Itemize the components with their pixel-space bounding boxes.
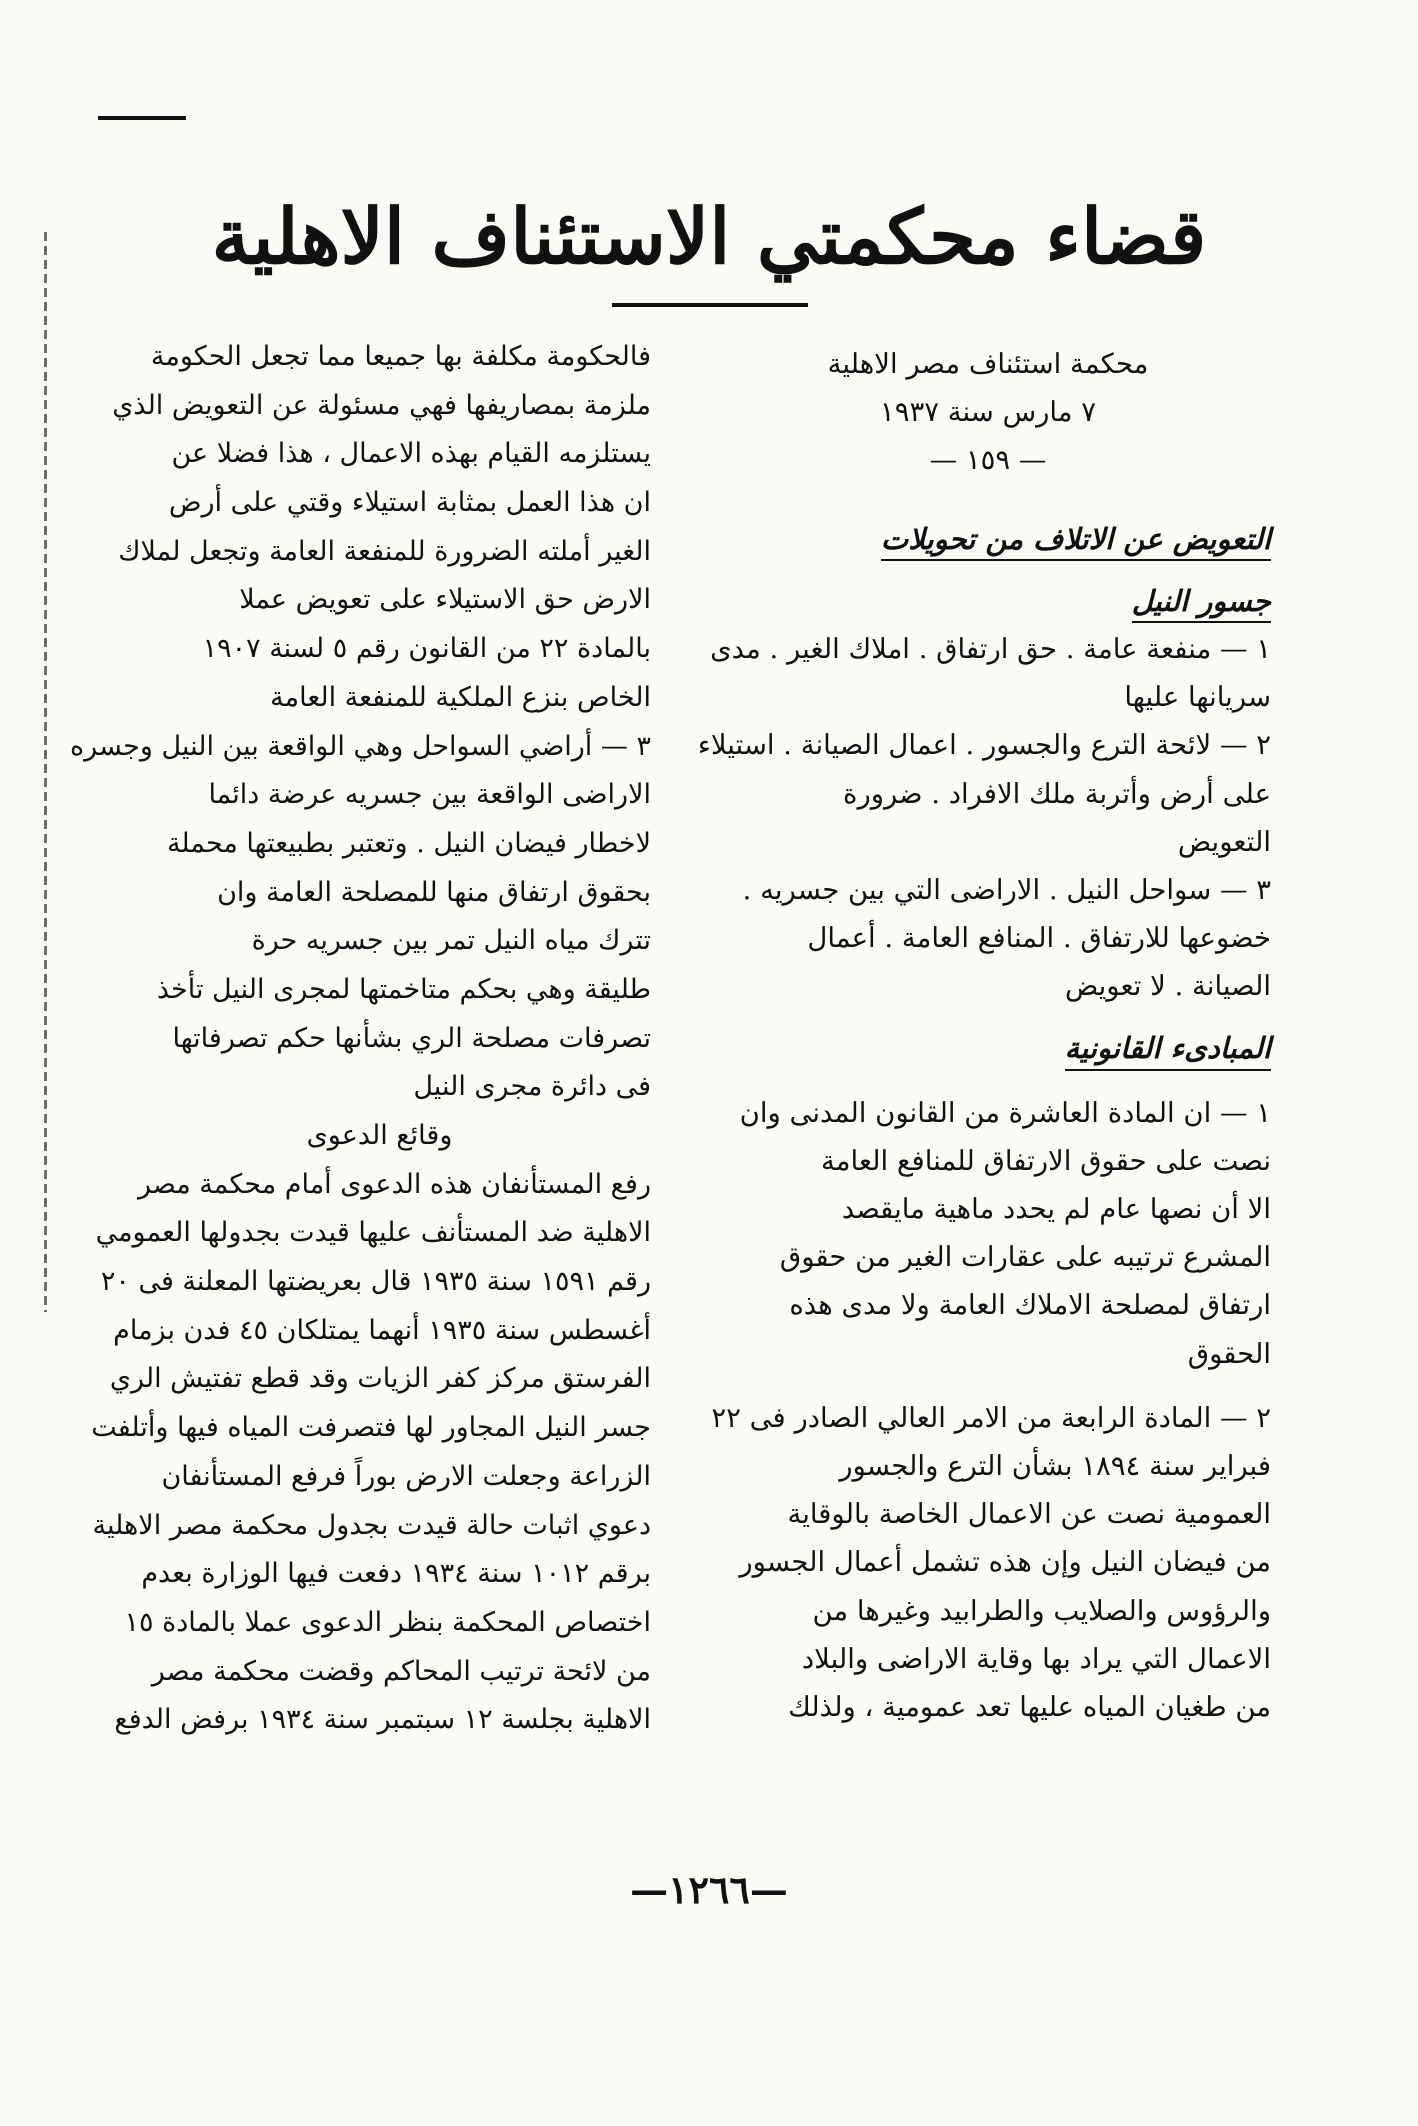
principle-line: والرؤوس والصلايب والطرابيد وغيرها من — [812, 1594, 1271, 1627]
body-line: من لائحة ترتيب المحاكم وقضت محكمة مصر — [151, 1655, 651, 1687]
body-line: أغسطس سنة ١٩٣٥ أنهما يمتلكان ٤٥ فدن بزمام — [113, 1314, 651, 1346]
body-line: ملزمة بمصاريفها فهي مسئولة عن التعويض الذي — [112, 389, 651, 421]
body-line: رفع المستأنفان هذه الدعوى أمام محكمة مصر — [137, 1168, 651, 1200]
principle-line: الاعمال التي يراد بها وقاية الاراضى والبلاد — [801, 1642, 1271, 1675]
principles-heading — [705, 1024, 1271, 1072]
principle-line: العمومية نصت عن الاعمال الخاصة بالوقاية — [787, 1498, 1271, 1531]
body-line: الارض حق الاستيلاء على تعويض عملا — [239, 584, 651, 616]
left-column — [70, 333, 651, 1745]
principle-line: ارتفاق لمصلحة الاملاك العامة ولا مدى هذه — [789, 1289, 1271, 1322]
body-line: لاخطار فيضان النيل . وتعتبر بطبيعتها محملة — [166, 827, 651, 859]
principle-line: الا أن نصها عام لم يحدد ماهية مايقصد — [841, 1193, 1271, 1225]
summary-line: ٣ — سواحل النيل . الاراضى التي بين جسريه . — [742, 873, 1271, 906]
principle-line: فبراير سنة ١٨٩٤ بشأن الترع والجسور — [839, 1449, 1271, 1482]
body-line: رقم ١٥٩١ سنة ١٩٣٥ قال بعريضتها المعلنة فى ٢٠ — [100, 1266, 651, 1298]
court-name: محكمة استئناف مصر الاهلية — [827, 348, 1149, 380]
body-line: بالمادة ٢٢ من القانون رقم ٥ لسنة ١٩٠٧ — [202, 633, 651, 665]
title-underline — [612, 303, 808, 307]
summary-line: الصيانة . لا تعويض — [1064, 970, 1271, 1003]
summary-line: ٢ — لائحة الترع والجسور . اعمال الصيانة . استيلاء — [697, 729, 1271, 762]
body-line: الاهلية بجلسة ١٢ سبتمبر سنة ١٩٣٤ برفض الدفع — [114, 1704, 651, 1736]
principle-line: من طغيان المياه عليها تعد عمومية ، ولذلك — [788, 1690, 1271, 1723]
summary-line: خضوعها للارتفاق . المنافع العامة . أعمال — [807, 922, 1271, 955]
body-line: برقم ١٠١٢ سنة ١٩٣٤ دفعت فيها الوزارة بعدم — [141, 1558, 651, 1590]
principle-line: نصت على حقوق الارتفاق للمنافع العامة — [821, 1144, 1271, 1177]
subject-heading — [705, 515, 1271, 563]
scan-edge-mark — [44, 232, 47, 1312]
summary-line: ١ — منفعة عامة . حق ارتفاق . املاك الغير . مدى — [710, 632, 1271, 665]
principle-line: من فيضان النيل وإن هذه تشمل أعمال الجسور — [739, 1546, 1271, 1579]
body-line: الغير أملته الضرورة للمنفعة العامة وتجعل لملاك — [118, 535, 651, 567]
summary-line: التعويض — [1177, 825, 1271, 858]
subject-subheading — [705, 577, 1271, 625]
subject-subheading-text: جسور النيل — [1132, 582, 1271, 623]
principle-line: ١ — ان المادة العاشرة من القانون المدنى وان — [739, 1096, 1271, 1129]
body-line: الزراعة وجعلت الارض بوراً فرفع المستأنفان — [161, 1460, 651, 1492]
principles-block — [705, 1089, 1271, 1731]
body-line: الاراضى الواقعة بين جسريه عرضة دائما — [208, 779, 651, 811]
body-line: اختصاص المحكمة بنظر الدعوى عملا بالمادة ١٥ — [124, 1606, 651, 1638]
judgment-date: ٧ مارس سنة ١٩٣٧ — [879, 396, 1097, 429]
top-left-rule — [98, 116, 186, 120]
principle-line: الحقوق — [1187, 1337, 1271, 1370]
left-text-part2 — [91, 1161, 651, 1745]
case-number: — ١٥٩ — — [929, 444, 1047, 477]
body-line: ان هذا العمل بمثابة استيلاء وقتي على أرض — [168, 487, 651, 519]
body-line: تصرفات مصلحة الري بشأنها حكم تصرفاتها — [172, 1022, 651, 1054]
principle-line: ٢ — المادة الرابعة من الامر العالي الصادر فى ٢٢ — [711, 1401, 1271, 1434]
body-line: فى دائرة مجرى النيل — [413, 1071, 651, 1103]
body-line: جسر النيل المجاور لها فتصرفت المياه فيها وأتلفت — [91, 1412, 651, 1444]
facts-heading: وقائع الدعوى — [306, 1120, 453, 1151]
principles-heading-text: المبادىء القانونية — [1065, 1029, 1271, 1070]
summary-block — [697, 625, 1271, 1011]
body-line: تترك مياه النيل تمر بين جسريه حرة — [251, 925, 651, 957]
body-line: الفرستق مركز كفر الزيات وقد قطع تفتيش الري — [109, 1363, 651, 1395]
summary-line: على أرض وأتربة ملك الافراد . ضرورة — [843, 777, 1271, 810]
body-line: ٣ — أراضي السواحل وهي الواقعة بين النيل وجسره — [70, 730, 651, 762]
body-line: بحقوق ارتفاق منها للمصلحة العامة وان — [217, 876, 651, 908]
subject-heading-text: التعويض عن الاتلاف من تحويلات — [881, 520, 1271, 561]
summary-line: سريانها عليها — [1124, 681, 1271, 714]
body-line: فالحكومة مكلفة بها جميعا مما تجعل الحكومة — [150, 341, 651, 372]
body-line: الخاص بنزع الملكية للمنفعة العامة — [270, 681, 651, 713]
body-line: الاهلية ضد المستأنف عليها قيدت بجدولها العمومي — [95, 1217, 651, 1249]
page-number: —١٢٦٦— — [630, 1867, 788, 1912]
body-line: دعوي اثبات حالة قيدت بجدول محكمة مصر الاهلية — [92, 1509, 651, 1541]
principle-line: المشرع ترتيبه على عقارات الغير من حقوق — [779, 1241, 1271, 1274]
page-title: قضاء محكمتي الاستئناف الاهلية — [211, 192, 1207, 281]
left-text-part1 — [70, 333, 651, 1112]
body-line: طليقة وهي بحكم متاخمتها لمجرى النيل تأخذ — [156, 973, 651, 1005]
right-column — [697, 340, 1271, 1731]
body-line: يستلزمه القيام بهذه الاعمال ، هذا فضلا عن — [171, 438, 651, 470]
